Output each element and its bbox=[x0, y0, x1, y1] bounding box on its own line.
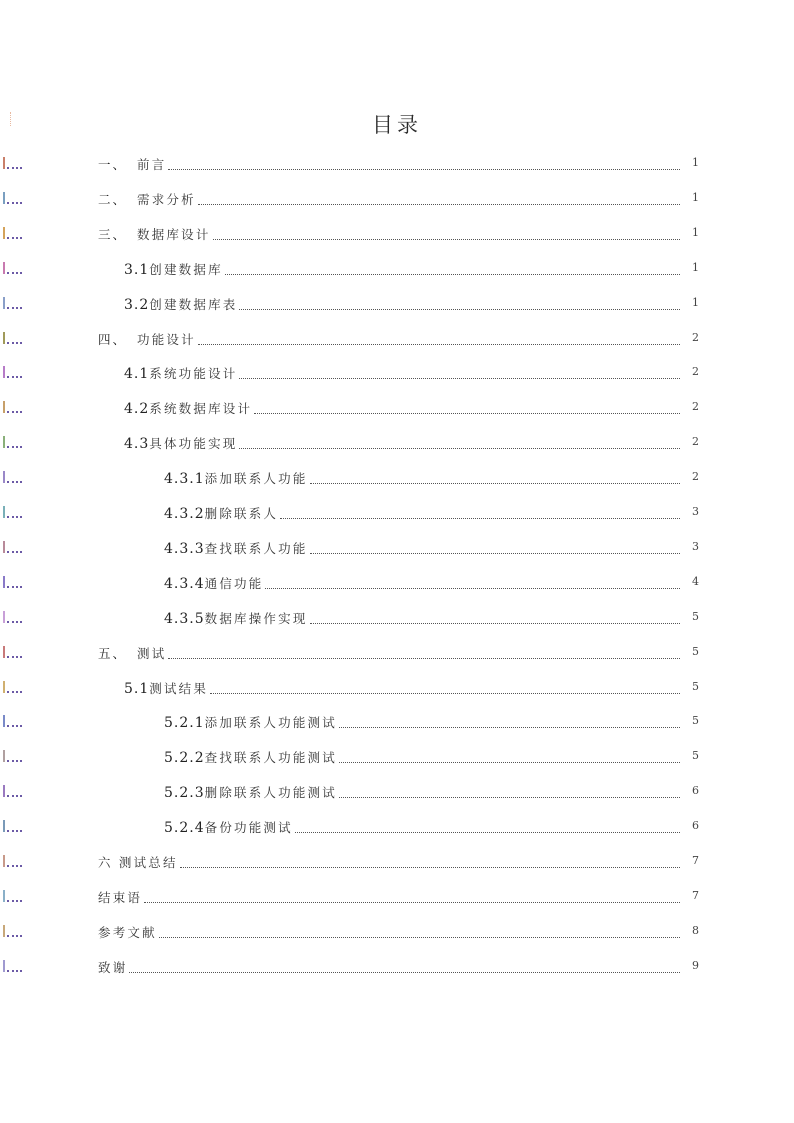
toc-page-number: 2 bbox=[692, 330, 699, 344]
dot-leader bbox=[129, 971, 680, 973]
toc-page-number: 8 bbox=[692, 923, 699, 937]
toc-entry-title bbox=[124, 400, 252, 418]
bookmark-marker bbox=[3, 541, 23, 553]
toc-entry-label: 通信功能 bbox=[204, 575, 264, 591]
dot-leader bbox=[180, 866, 680, 868]
toc-entry-title bbox=[98, 924, 157, 942]
dot-leader bbox=[168, 168, 680, 170]
dot-leader bbox=[198, 203, 680, 205]
toc-entry-label: 参考文献 bbox=[98, 924, 157, 940]
toc-entry[interactable] bbox=[0, 712, 794, 732]
toc-entry-title bbox=[98, 854, 178, 872]
bookmark-marker bbox=[3, 332, 23, 344]
bookmark-marker bbox=[3, 471, 23, 483]
toc-page-number: 5 bbox=[692, 714, 699, 728]
dot-leader bbox=[159, 936, 680, 938]
toc-entry-title bbox=[164, 819, 293, 837]
toc-entry-title bbox=[98, 226, 211, 244]
bookmark-marker bbox=[3, 436, 23, 448]
dot-leader bbox=[339, 726, 680, 728]
bookmark-marker bbox=[3, 820, 23, 832]
toc-entry[interactable] bbox=[0, 329, 794, 349]
toc-entry[interactable] bbox=[0, 678, 794, 698]
dot-leader bbox=[310, 622, 680, 624]
toc-page-number: 6 bbox=[692, 819, 699, 833]
bookmark-marker bbox=[3, 366, 23, 378]
toc-entry-number: 4.3.4 bbox=[164, 575, 205, 592]
toc-entry-title bbox=[164, 505, 278, 523]
bookmark-marker bbox=[3, 646, 23, 658]
toc-entry-number: 5.2.1 bbox=[164, 715, 205, 732]
dot-leader bbox=[144, 901, 680, 903]
toc-entry-number: 4.3 bbox=[124, 436, 150, 453]
toc-entry-label: 删除联系人 bbox=[204, 506, 279, 521]
toc-entry-number: 4.3.3 bbox=[164, 540, 205, 557]
bookmark-marker bbox=[3, 890, 23, 902]
toc-page-number: 7 bbox=[692, 888, 699, 902]
bookmark-marker bbox=[3, 227, 23, 239]
toc-entry[interactable] bbox=[0, 957, 794, 977]
toc-entry-title bbox=[164, 714, 337, 732]
page-title: 目录 bbox=[372, 113, 422, 137]
toc-page-number: 5 bbox=[692, 609, 699, 623]
toc-entry-label: 测试 bbox=[137, 645, 167, 661]
toc-entry-title bbox=[164, 575, 263, 593]
toc-entry-label: 查找联系人功能测试 bbox=[204, 750, 337, 766]
toc-page-number: 6 bbox=[692, 784, 699, 798]
dot-leader bbox=[168, 657, 680, 659]
toc-entry-title bbox=[124, 261, 223, 279]
toc-entry-number: 5.2.2 bbox=[164, 750, 205, 767]
bookmark-marker bbox=[3, 715, 23, 727]
toc-entry[interactable] bbox=[0, 887, 794, 907]
toc-entry-title bbox=[98, 889, 142, 907]
toc-entry-label: 致谢 bbox=[98, 959, 128, 975]
toc-page-number: 9 bbox=[692, 958, 699, 972]
toc-entry[interactable] bbox=[0, 643, 794, 663]
toc-entry[interactable] bbox=[0, 363, 794, 383]
toc-page-number: 5 bbox=[692, 644, 699, 658]
bookmark-marker bbox=[3, 297, 23, 309]
toc-entry-label: 删除联系人功能测试 bbox=[204, 785, 337, 801]
toc-entry-title bbox=[164, 749, 337, 767]
dot-leader bbox=[254, 412, 680, 414]
toc-entry-number: 4.3.1 bbox=[164, 471, 205, 488]
toc-entry-number: 5.2.3 bbox=[164, 785, 205, 802]
toc-page-number: 3 bbox=[692, 539, 699, 553]
toc-entry-label: 前言 bbox=[137, 157, 167, 172]
toc-entry[interactable] bbox=[0, 259, 794, 279]
toc-entry[interactable] bbox=[0, 747, 794, 767]
bookmark-marker bbox=[3, 681, 23, 693]
toc-entry[interactable] bbox=[0, 503, 794, 523]
toc-entry[interactable] bbox=[0, 468, 794, 488]
toc-page-number: 5 bbox=[692, 679, 699, 693]
toc-entry-number: 5.1 bbox=[124, 680, 150, 697]
bookmark-marker bbox=[3, 262, 23, 274]
toc-entry-number: 三、 bbox=[98, 226, 128, 242]
toc-entry[interactable] bbox=[0, 922, 794, 942]
toc-entry-title bbox=[164, 470, 308, 488]
dot-leader bbox=[210, 692, 680, 694]
dot-leader bbox=[310, 482, 680, 484]
toc-page-number: 1 bbox=[692, 260, 699, 274]
toc-entry-title bbox=[124, 680, 208, 698]
toc-entry-number: 5.2.4 bbox=[164, 820, 205, 837]
toc-entry[interactable] bbox=[0, 154, 794, 174]
toc-entry-number: 二、 bbox=[98, 191, 128, 207]
toc-entry-title bbox=[98, 331, 196, 349]
toc-entry-label: 系统功能设计 bbox=[149, 366, 238, 382]
toc-entry[interactable] bbox=[0, 573, 794, 593]
toc-entry-number: 五、 bbox=[98, 645, 128, 661]
dot-leader bbox=[310, 552, 680, 554]
toc-entry-number: 4.2 bbox=[124, 401, 150, 418]
toc-entry-title bbox=[164, 610, 308, 628]
dot-leader bbox=[339, 761, 680, 763]
toc-entry-title bbox=[124, 365, 237, 383]
bookmark-marker bbox=[3, 611, 23, 623]
dot-leader bbox=[239, 447, 680, 449]
toc-entry[interactable] bbox=[0, 608, 794, 628]
bookmark-marker bbox=[3, 925, 23, 937]
bookmark-marker bbox=[3, 855, 23, 867]
toc-page-number: 3 bbox=[692, 505, 699, 518]
toc-entry-label: 系统数据库设计 bbox=[149, 401, 253, 417]
bookmark-marker bbox=[3, 750, 23, 762]
toc-page-number: 1 bbox=[692, 190, 699, 204]
toc-entry[interactable] bbox=[0, 398, 794, 418]
toc-entry-number: 一、 bbox=[98, 157, 128, 172]
toc-entry-title bbox=[98, 156, 166, 174]
toc-page-number: 2 bbox=[692, 365, 699, 379]
toc-entry[interactable] bbox=[0, 782, 794, 802]
toc-entry-label: 备份功能测试 bbox=[204, 820, 293, 836]
dot-leader bbox=[225, 273, 680, 275]
toc-entry-number: 4.3.5 bbox=[164, 610, 205, 627]
toc-entry-label: 添加联系人功能测试 bbox=[204, 715, 337, 731]
toc-entry[interactable] bbox=[0, 817, 794, 837]
toc-entry-label: 具体功能实现 bbox=[149, 436, 238, 452]
dot-leader bbox=[198, 343, 680, 345]
toc-entry-label: 数据库操作实现 bbox=[204, 610, 308, 626]
toc-entry-label: 测试结果 bbox=[149, 680, 209, 696]
toc-entry-number: 3.2 bbox=[124, 296, 150, 313]
toc-entry-number: 4.1 bbox=[124, 366, 150, 383]
toc-page-number: 2 bbox=[692, 435, 699, 449]
toc-entry-label: 需求分析 bbox=[137, 191, 196, 207]
toc-page-number: 2 bbox=[692, 470, 699, 484]
toc-entry-number: 3.1 bbox=[124, 261, 150, 278]
bookmark-marker bbox=[3, 192, 23, 204]
dot-leader bbox=[339, 796, 680, 798]
toc-entry-label: 六 测试总结 bbox=[98, 855, 178, 870]
toc-entry-title bbox=[164, 540, 308, 558]
toc-entry-label: 数据库设计 bbox=[137, 226, 211, 242]
toc-entry-label: 查找联系人功能 bbox=[204, 540, 308, 556]
toc-page-number: 2 bbox=[692, 400, 699, 414]
toc-entry[interactable] bbox=[0, 538, 794, 558]
toc-entry-title bbox=[124, 296, 237, 314]
toc-page-number: 5 bbox=[692, 749, 699, 763]
toc-entry-label: 结束语 bbox=[98, 889, 143, 905]
toc-entry[interactable] bbox=[0, 852, 794, 872]
toc-page-number: 1 bbox=[692, 225, 699, 239]
toc-page-number: 1 bbox=[692, 295, 699, 309]
bookmark-marker bbox=[3, 576, 23, 588]
toc-entry-title bbox=[98, 645, 166, 663]
toc-entry-title bbox=[98, 191, 196, 209]
toc-entry-label: 创建数据库表 bbox=[149, 296, 238, 312]
toc-entry-number: 四、 bbox=[98, 331, 128, 347]
toc-page-number: 4 bbox=[692, 574, 699, 588]
toc-page-number: 7 bbox=[692, 854, 699, 867]
bookmark-marker bbox=[3, 157, 23, 169]
dot-leader bbox=[213, 238, 680, 240]
bookmark-marker bbox=[3, 785, 23, 797]
toc-page-number: 1 bbox=[692, 156, 699, 169]
toc-entry[interactable] bbox=[0, 189, 794, 209]
dot-leader bbox=[280, 517, 680, 519]
toc-entry[interactable] bbox=[0, 433, 794, 453]
dot-leader bbox=[239, 308, 680, 310]
toc-entry[interactable] bbox=[0, 294, 794, 314]
toc-entry-label: 创建数据库 bbox=[149, 261, 223, 277]
toc-entry-title bbox=[98, 959, 127, 977]
bookmark-marker bbox=[3, 960, 23, 972]
dot-leader bbox=[265, 587, 680, 589]
dot-leader bbox=[295, 831, 680, 833]
bookmark-marker bbox=[3, 401, 23, 413]
toc-entry-title bbox=[124, 435, 237, 453]
toc-entry-title bbox=[164, 784, 337, 802]
toc-entry-number: 4.3.2 bbox=[164, 506, 205, 522]
toc-entry[interactable] bbox=[0, 224, 794, 244]
toc-entry-label: 添加联系人功能 bbox=[204, 471, 308, 487]
dot-leader bbox=[239, 377, 680, 379]
toc-entry-label: 功能设计 bbox=[137, 331, 196, 347]
bookmark-marker bbox=[3, 506, 23, 518]
